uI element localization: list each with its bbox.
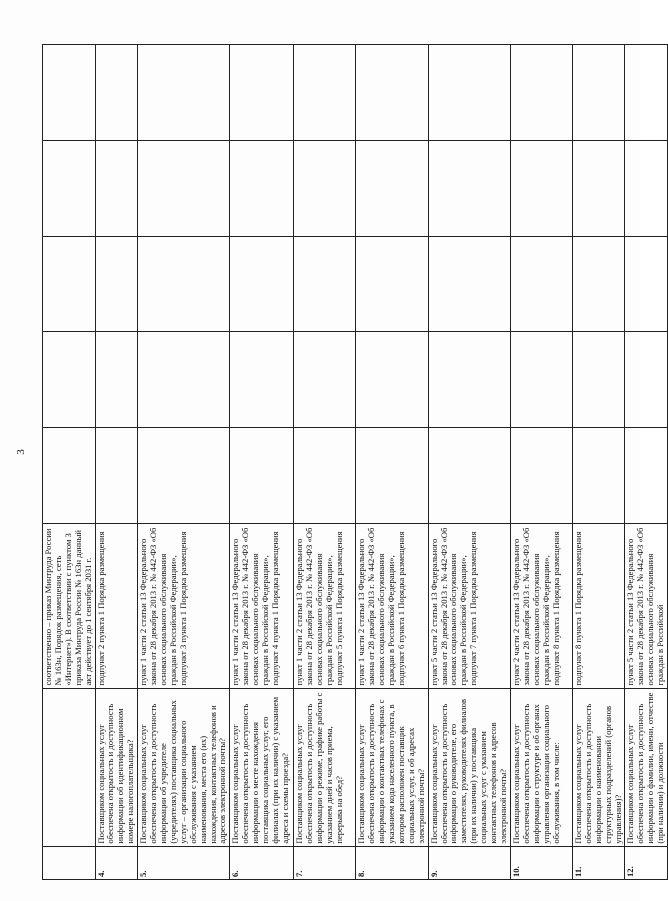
answer-extra-cell: [43, 140, 96, 236]
question-cell: Поставщиком социальных услуг обеспечена открытость и доступность информации о наименовании структурных подразделений (органов управления)?: [572, 688, 625, 846]
question-cell: Поставщиком социальных услуг обеспечена открытость и доступность информации о структуре и об органах управления организации социального обслуживания, в том числе:: [510, 688, 572, 846]
legal-basis-cell: подпункт 8 пункта 1 Порядка размещения: [572, 523, 625, 688]
answer-yes-cell: [625, 428, 668, 524]
answer-no-cell: [294, 332, 356, 428]
notes-cell: [43, 45, 96, 141]
table-row: [294, 45, 356, 880]
page-number: 3: [15, 449, 27, 455]
answer-yes-cell: [572, 428, 625, 524]
answer-na-cell: [356, 236, 428, 332]
answer-na-cell: [294, 236, 356, 332]
row-number: [43, 846, 96, 879]
legal-basis-cell: пункт 1 части 2 статьи 13 Федерального закона от 28 декабря 2013 г. № 442-ФЗ «Об основах социального обслуживания граждан в Российской Федерации», подпункт 4 пункта 1 Порядка размещения: [230, 523, 294, 688]
legal-basis-cell: пункт 1 части 2 статьи 13 Федерального закона от 28 декабря 2013 г. № 442-ФЗ «Об основах социального обслуживания граждан в Российской Федерации», подпункт 3 пункта 1 Порядка размещения: [138, 523, 230, 688]
answer-no-cell: [356, 332, 428, 428]
notes-cell: [95, 45, 138, 141]
answer-na-cell: [625, 236, 668, 332]
answer-na-cell: [43, 236, 96, 332]
notes-cell: [625, 45, 668, 141]
question-cell: Поставщиком социальных услуг обеспечена открытость и доступность информации о режиме, графике работы с указанием дней и часов приема, перерыва на обед?: [294, 688, 356, 846]
answer-yes-cell: [95, 428, 138, 524]
answer-extra-cell: [230, 140, 294, 236]
table-row: [428, 45, 510, 880]
legal-basis-cell: пункт 2 части 2 статьи 13 Федерального закона от 28 декабря 2013 г. № 442-ФЗ «Об основах социального обслуживания граждан в Российской Федерации», подпункт 8 пункта 1 Порядка размещения: [510, 523, 572, 688]
answer-na-cell: [510, 236, 572, 332]
table-row: [356, 45, 428, 880]
answer-yes-cell: [138, 428, 230, 524]
table-row: [230, 45, 294, 880]
answer-no-cell: [138, 332, 230, 428]
answer-extra-cell: [510, 140, 572, 236]
answer-yes-cell: [43, 428, 96, 524]
row-number: 12.: [625, 846, 668, 879]
question-cell: Поставщиком социальных услуг обеспечена открытость и доступность информации о руководителе, его заместителях, руководителях филиалов (при их наличии) у поставщика социальных услуг с указанием контактных телефонов и адресов электронной почты?: [428, 688, 510, 846]
answer-no-cell: [428, 332, 510, 428]
answer-yes-cell: [294, 428, 356, 524]
question-cell: Поставщиком социальных услуг обеспечена открытость и доступность информации об идентификационном номере налогоплательщика?: [95, 688, 138, 846]
row-number: 7.: [294, 846, 356, 879]
answer-extra-cell: [95, 140, 138, 236]
notes-cell: [294, 45, 356, 141]
answer-yes-cell: [356, 428, 428, 524]
answer-no-cell: [510, 332, 572, 428]
answer-na-cell: [572, 236, 625, 332]
answer-no-cell: [230, 332, 294, 428]
answer-extra-cell: [138, 140, 230, 236]
answer-no-cell: [43, 332, 96, 428]
answer-extra-cell: [356, 140, 428, 236]
row-number: 10.: [510, 846, 572, 879]
legal-basis-cell: пункт 1 части 2 статьи 13 Федерального закона от 28 декабря 2013 г. № 442-ФЗ «Об основах социального обслуживания граждан в Российской Федерации», подпункт 5 пункта 1 Порядка размещения: [294, 523, 356, 688]
question-cell: [43, 688, 96, 846]
answer-na-cell: [428, 236, 510, 332]
answer-na-cell: [138, 236, 230, 332]
row-number: 8.: [356, 846, 428, 879]
legal-basis-cell: подпункт 2 пункта 1 Порядка размещения: [95, 523, 138, 688]
legal-basis-cell: пункт 1 части 2 статьи 13 Федерального закона от 28 декабря 2013 г. № 442-ФЗ «Об основах социального обслуживания граждан в Российской Федерации», подпункт 6 пункта 1 Порядка размещения: [356, 523, 428, 688]
question-cell: Поставщиком социальных услуг обеспечена открытость и доступность информации о месте нахождения поставщика социальных услуг, его филиалах (при их наличии) с указанием адреса и схемы проезда?: [230, 688, 294, 846]
answer-extra-cell: [294, 140, 356, 236]
question-cell: Поставщиком социальных услуг обеспечена открытость и доступность информации о контактных телефонах с указанием кода населенного пункта, в котором расположен поставщик социальных услуг, и об адресах электронной почты?: [356, 688, 428, 846]
legal-basis-cell: пункт 5 части 2 статьи 13 Федерального закона от 28 декабря 2013 г. № 442-ФЗ «Об основах социального обслуживания граждан в Российской Федерации», подпункт 7 пункта 1 Порядка размещения: [428, 523, 510, 688]
answer-extra-cell: [428, 140, 510, 236]
answer-yes-cell: [230, 428, 294, 524]
legal-basis-cell: пункт 5 части 2 статьи 13 Федерального закона от 28 декабря 2013 г. № 442-ФЗ «Об основах социального обслуживания граждан в Российской: [625, 523, 668, 688]
row-number: 6.: [230, 846, 294, 879]
answer-extra-cell: [625, 140, 668, 236]
checklist-table-rotated: [42, 44, 666, 880]
answer-na-cell: [95, 236, 138, 332]
answer-no-cell: [95, 332, 138, 428]
answer-extra-cell: [572, 140, 625, 236]
row-number: 4.: [95, 846, 138, 879]
notes-cell: [138, 45, 230, 141]
legal-basis-cell: соответственно – приказ Минтруда России № 163н, Порядок размещения, сеть «Интернет»). В соответствии с пунктом 3 приказа Минтруда России № 163н данный акт действует до 1 сентября 2031 г.: [43, 523, 96, 688]
answer-no-cell: [572, 332, 625, 428]
row-number: 11.: [572, 846, 625, 879]
notes-cell: [356, 45, 428, 141]
table-row: [572, 45, 625, 880]
table-row: [43, 45, 96, 880]
answer-yes-cell: [510, 428, 572, 524]
row-number: 5.: [138, 846, 230, 879]
table-row: [510, 45, 572, 880]
notes-cell: [572, 45, 625, 141]
table-row: [95, 45, 138, 880]
answer-yes-cell: [428, 428, 510, 524]
answer-no-cell: [625, 332, 668, 428]
row-number: 9.: [428, 846, 510, 879]
table-row: [138, 45, 230, 880]
question-cell: Поставщиком социальных услуг обеспечена открытость и доступность информации о фамилии, имени, отчестве (при наличии) и должности: [625, 688, 668, 846]
notes-cell: [230, 45, 294, 141]
notes-cell: [510, 45, 572, 141]
question-cell: Поставщиком социальных услуг обеспечена открытость и доступность информации об учредителе (учредителях) поставщика социальных услуг – организации социального обслуживания с указанием наименования, места его (их) нахождения, контактных телефонов и адресов электронной почты?: [138, 688, 230, 846]
notes-cell: [428, 45, 510, 141]
checklist-table: [42, 44, 668, 880]
answer-na-cell: [230, 236, 294, 332]
table-row: [625, 45, 668, 880]
